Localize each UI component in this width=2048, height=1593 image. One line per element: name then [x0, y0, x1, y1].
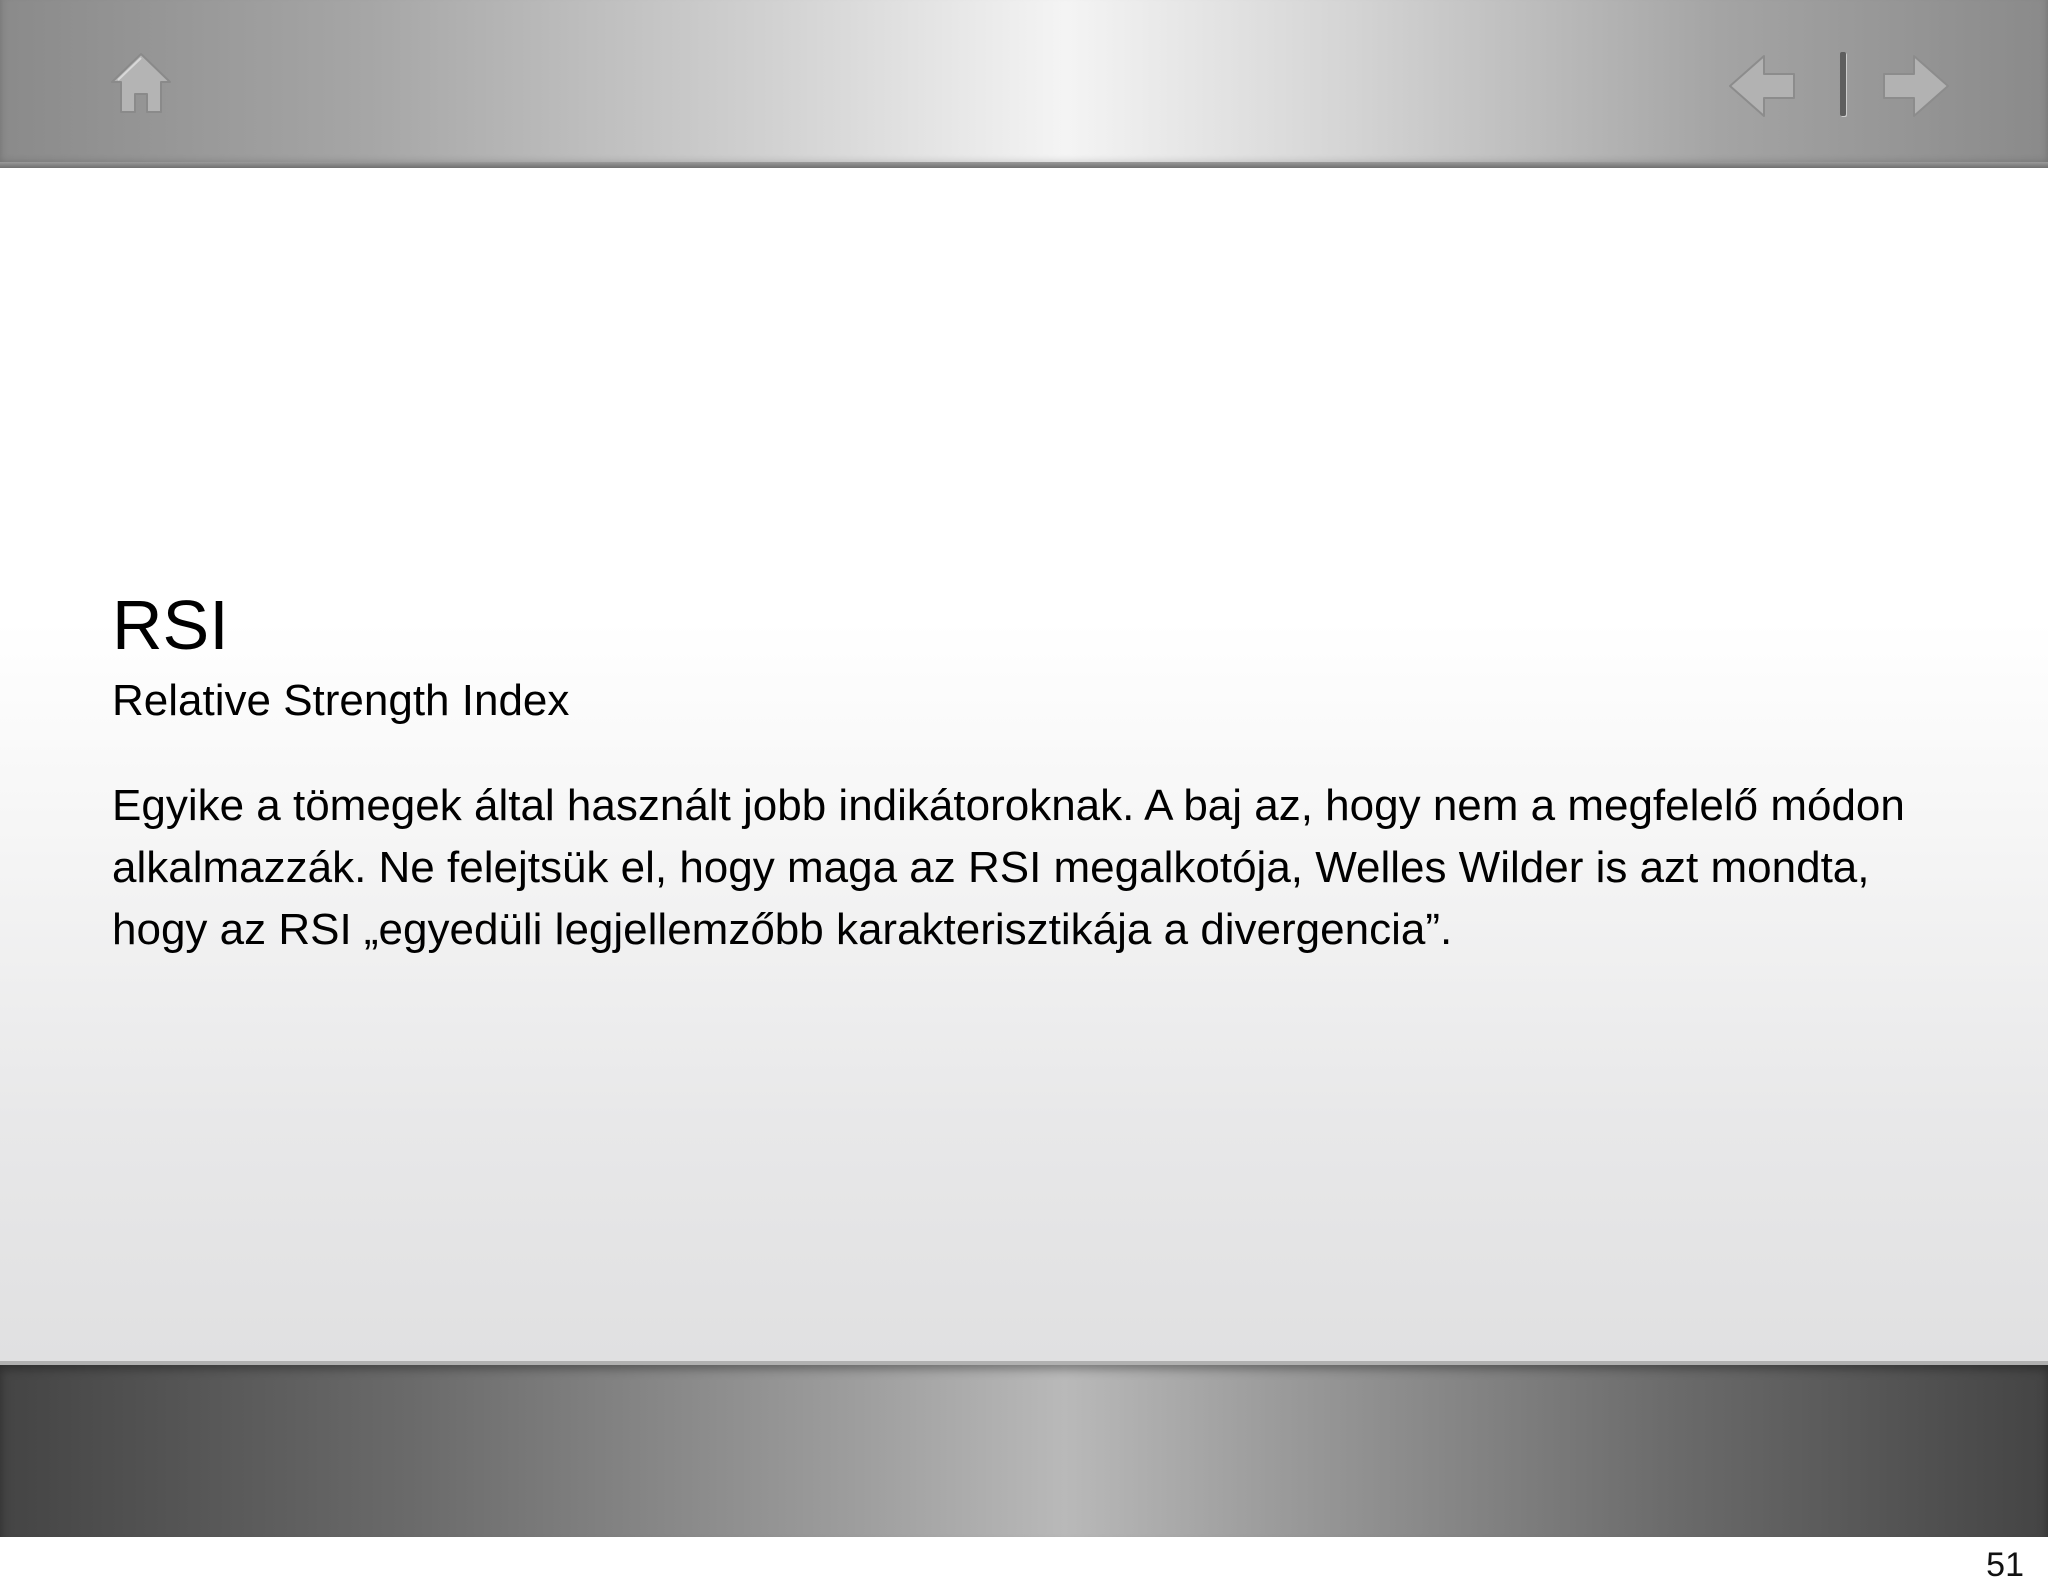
top-toolbar [0, 0, 2048, 168]
home-icon[interactable] [108, 50, 174, 116]
slide-body-text: Egyike a tömegek által használt jobb indikátoroknak. A baj az, hogy nem a megfelelő módon alkalmazzák. Ne felejtsük el, hogy maga az RSI megalkotója, Welles Wilder is azt mondta, hogy az RSI „egyedüli legjellemzőbb karakterisztikája a divergencia”. [112, 781, 1905, 954]
nav-separator [1840, 52, 1846, 116]
slide-text-block [112, 585, 1972, 961]
footer [0, 1537, 2048, 1593]
arrow-left-icon[interactable] [1728, 54, 1796, 118]
arrow-right-icon[interactable] [1882, 54, 1950, 118]
page-number: 51 [1986, 1546, 2024, 1584]
slide-subtitle: Relative Strength Index [112, 676, 570, 725]
slide-title: RSI [112, 586, 229, 664]
bottom-toolbar [0, 1361, 2048, 1537]
